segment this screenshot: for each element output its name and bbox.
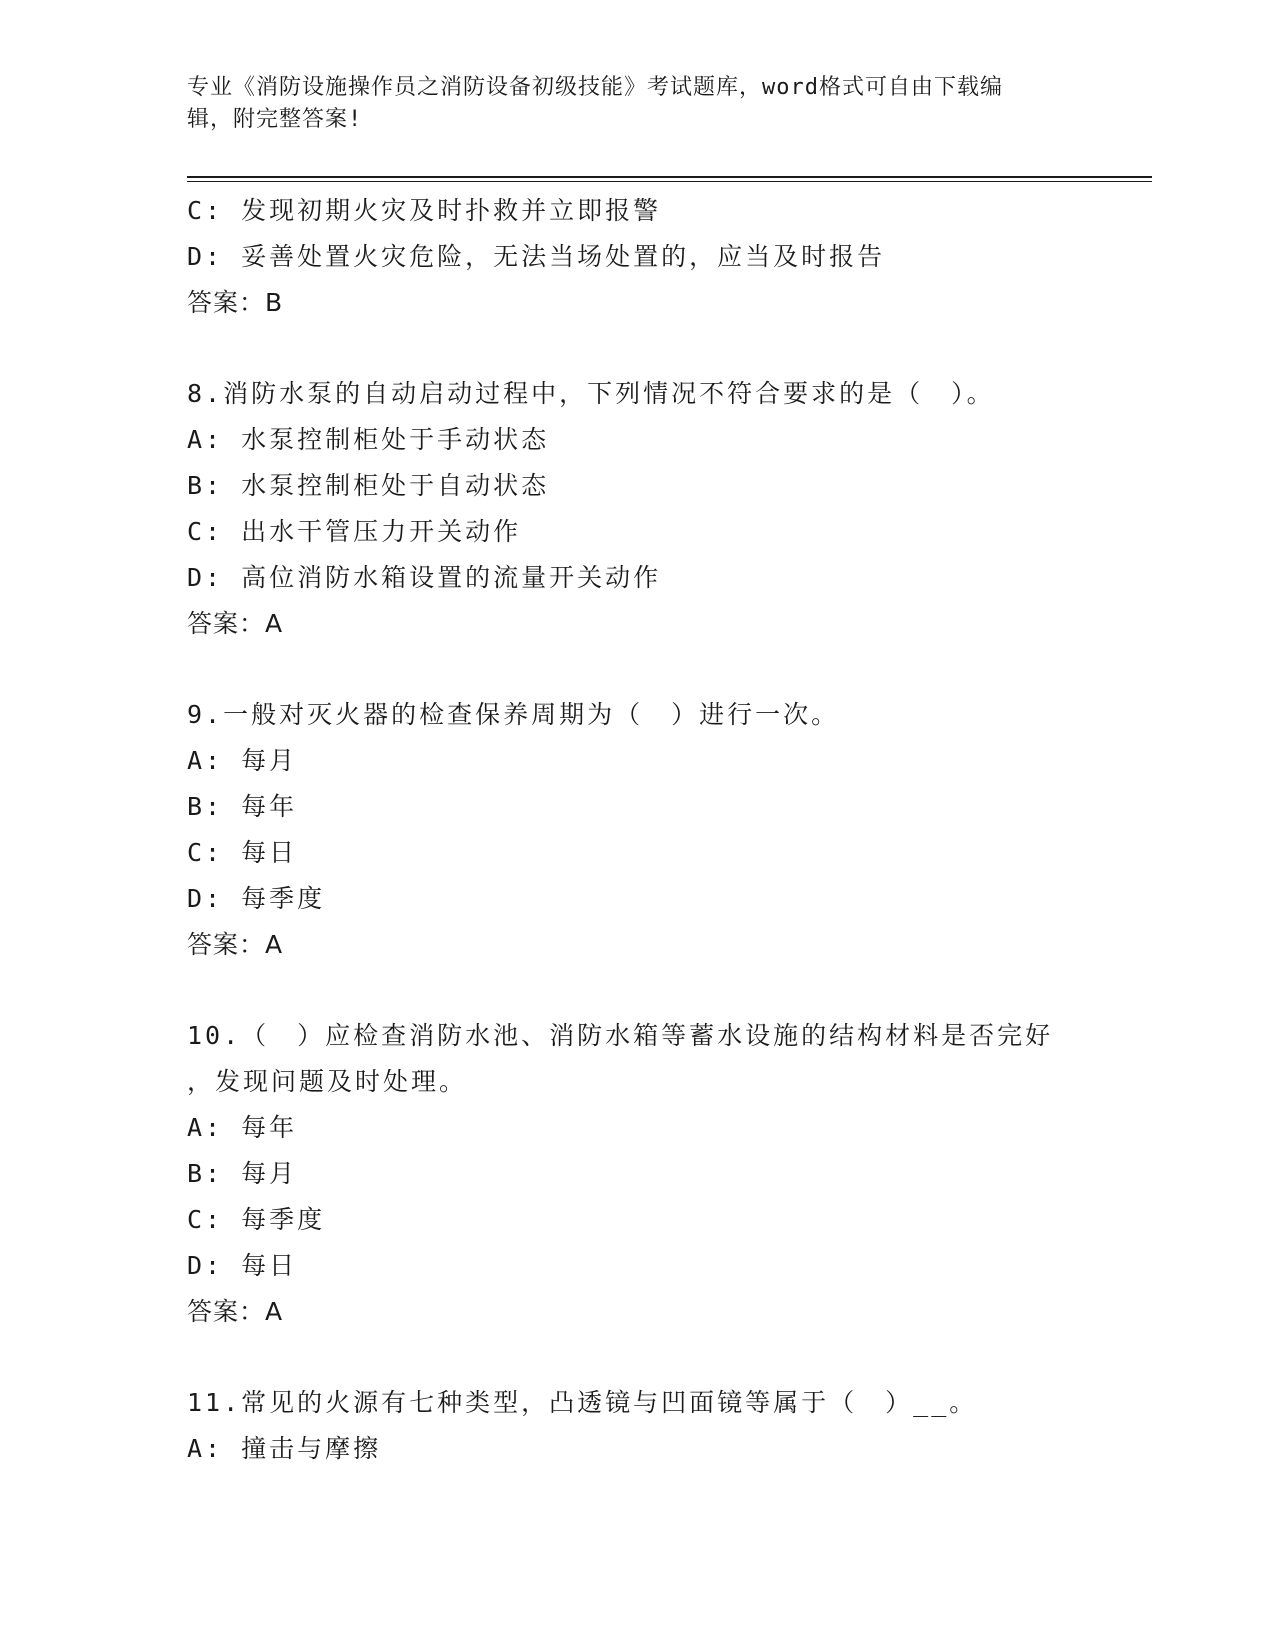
question-9	[187, 692, 1087, 968]
option-text: 每年	[241, 792, 298, 821]
question-stem-line-2: ，发现问题及时处理。	[187, 1067, 468, 1096]
question-11	[187, 1380, 1087, 1472]
header-divider-thick	[187, 176, 1152, 178]
continued-question	[187, 188, 1087, 326]
option-a	[187, 1105, 1087, 1151]
option-label: A:	[187, 746, 224, 775]
option-c	[187, 1197, 1087, 1243]
option-a	[187, 1426, 1087, 1472]
option-label: D:	[187, 563, 224, 592]
option-text: 水泵控制柜处于自动状态	[241, 471, 550, 500]
option-b	[187, 463, 1087, 509]
answer-line: 答案：A	[187, 609, 284, 638]
answer-line: 答案：B	[187, 288, 284, 317]
option-text: 发现初期火灾及时扑救并立即报警	[241, 196, 662, 225]
question-stem: 8.消防水泵的自动启动过程中，下列情况不符合要求的是（ ）。	[187, 379, 995, 408]
question-8	[187, 371, 1087, 647]
question-10	[187, 1013, 1087, 1335]
option-label: A:	[187, 1113, 224, 1142]
header-line-1: 专业《消防设施操作员之消防设备初级技能》考试题库，word格式可自由下载编	[187, 75, 1003, 100]
option-a	[187, 738, 1087, 784]
option-label: D:	[187, 884, 224, 913]
option-text: 出水干管压力开关动作	[241, 517, 522, 546]
option-c	[187, 188, 1087, 234]
option-text: 每年	[241, 1113, 298, 1142]
option-d	[187, 1243, 1087, 1289]
option-a	[187, 417, 1087, 463]
option-text: 每月	[241, 1159, 298, 1188]
header-divider-thin	[187, 181, 1152, 182]
option-text: 每日	[241, 838, 298, 867]
header-line-2: 辑，附完整答案!	[187, 107, 363, 132]
option-label: A:	[187, 1434, 224, 1463]
question-stem: 11.常见的火源有七种类型，凸透镜与凹面镜等属于（ ）__。	[187, 1388, 978, 1417]
option-label: D:	[187, 1251, 224, 1280]
option-label: C:	[187, 517, 224, 546]
question-stem: 9.一般对灭火器的检查保养周期为（ ）进行一次。	[187, 700, 840, 729]
option-c	[187, 830, 1087, 876]
option-text: 妥善处置火灾危险，无法当场处置的，应当及时报告	[241, 242, 886, 271]
option-label: B:	[187, 1159, 224, 1188]
option-label: C:	[187, 1205, 224, 1234]
option-text: 每季度	[241, 1205, 326, 1234]
option-d	[187, 555, 1087, 601]
option-label: C:	[187, 196, 224, 225]
option-d	[187, 876, 1087, 922]
question-stem-line-1: 10.（ ）应检查消防水池、消防水箱等蓄水设施的结构材料是否完好	[187, 1021, 1054, 1050]
question-content	[187, 188, 1087, 1472]
option-label: A:	[187, 425, 224, 454]
option-text: 每月	[241, 746, 298, 775]
option-b	[187, 1151, 1087, 1197]
option-text: 每季度	[241, 884, 326, 913]
option-label: B:	[187, 792, 224, 821]
option-text: 撞击与摩擦	[241, 1434, 382, 1463]
option-label: D:	[187, 242, 224, 271]
option-c	[187, 509, 1087, 555]
answer-line: 答案：A	[187, 1297, 284, 1326]
answer-line: 答案：A	[187, 930, 284, 959]
option-d	[187, 234, 1087, 280]
option-text: 高位消防水箱设置的流量开关动作	[241, 563, 662, 592]
option-b	[187, 784, 1087, 830]
option-text: 水泵控制柜处于手动状态	[241, 425, 550, 454]
option-label: C:	[187, 838, 224, 867]
document-header	[187, 72, 1067, 136]
option-text: 每日	[241, 1251, 298, 1280]
option-label: B:	[187, 471, 224, 500]
